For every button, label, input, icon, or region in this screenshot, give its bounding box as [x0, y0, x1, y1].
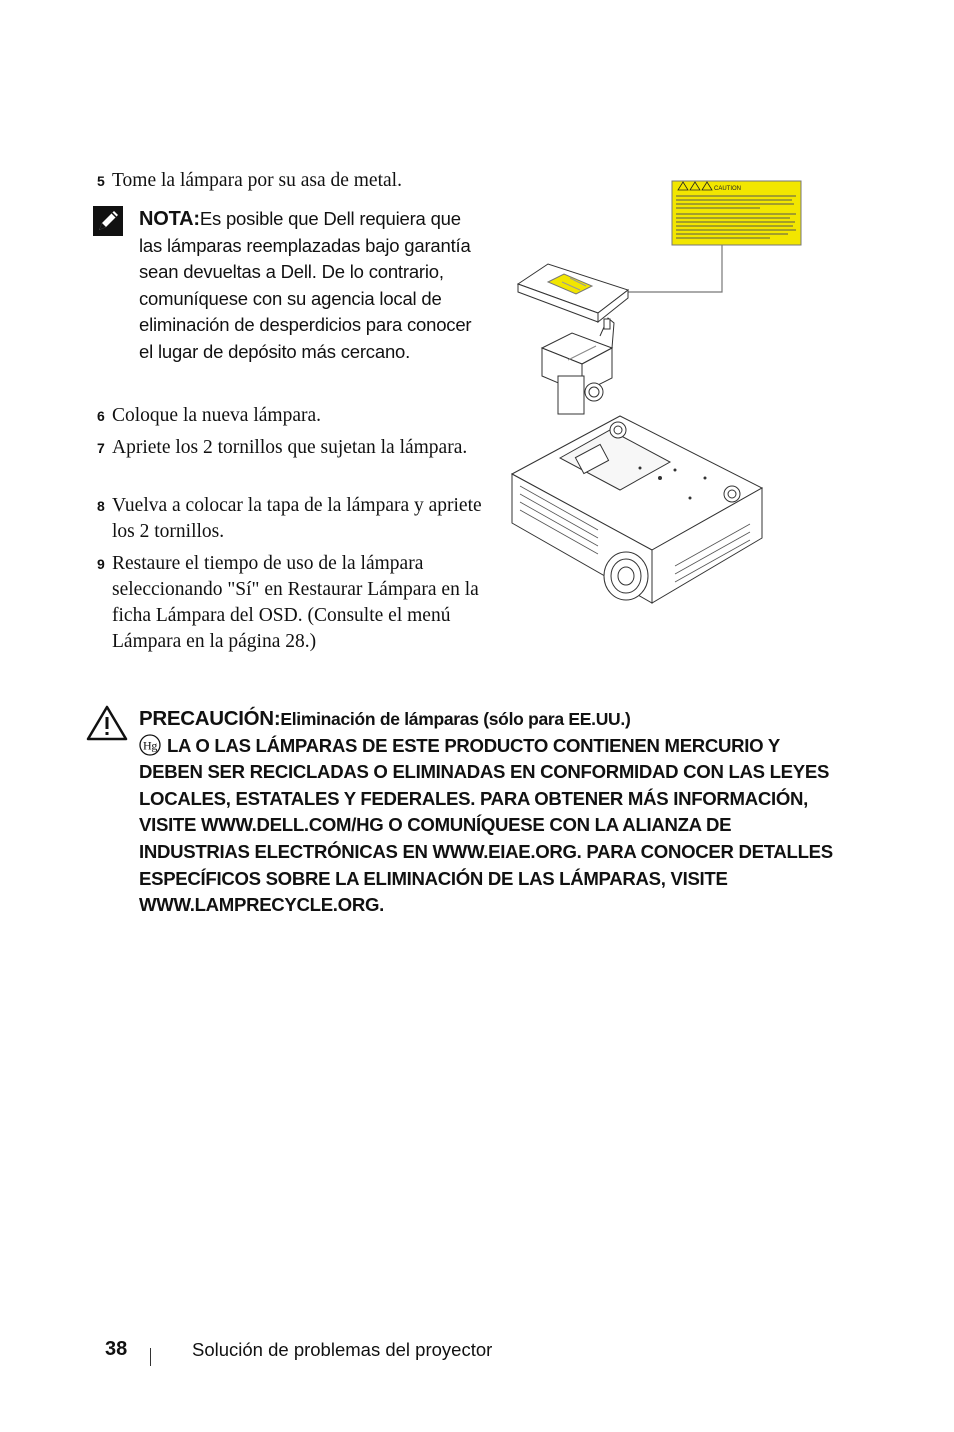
step-text: Apriete los 2 tornillos que sujetan la lámpara. [112, 437, 468, 458]
step-text: Coloque la nueva lámpara. [112, 405, 322, 426]
note-label: NOTA: [139, 208, 200, 230]
step-text: Restaure el tiempo de uso de la lámpara seleccionando "Sí" en Restaurar Lámpara en la ficha Lámpara del OSD. (Consulte el menú Lámpara en la página 28.) [112, 553, 479, 652]
step-number: 6 [97, 408, 105, 424]
caution-label-title: CAUTION [714, 186, 741, 192]
step-number: 5 [97, 173, 105, 189]
lamp-module [542, 318, 614, 414]
step-number: 7 [97, 440, 105, 456]
step-text: Vuelva a colocar la tapa de la lámpara y apriete los 2 tornillos. [112, 495, 482, 542]
step-7 [97, 435, 487, 461]
caution [139, 706, 839, 919]
note-text: Es posible que Dell requiera que las lámparas reemplazadas bajo garantía sean devueltas a Dell. De lo contrario, comuníquese con su agencia local de eliminación de desperdicios para conocer el lugar de depósito más cercano. [139, 208, 472, 362]
svg-text:Hg: Hg [142, 738, 158, 753]
step-6 [97, 403, 487, 429]
page-number: 38 [105, 1338, 128, 1360]
mercury-hg-icon [139, 734, 161, 756]
lamp-replacement-illustration [500, 178, 810, 618]
step-number: 8 [97, 498, 105, 514]
footer-divider [150, 1348, 151, 1366]
lamp-cover [518, 264, 628, 322]
caution-subtitle: Eliminación de lámparas (sólo para EE.UU.) [280, 709, 631, 729]
caution-text: LA O LAS LÁMPARAS DE ESTE PRODUCTO CONTIENEN MERCURIO Y DEBEN SER RECICLADAS O ELIMINADAS EN CONFORMIDAD CON LAS LEYES LOCALES, ESTATALES Y FEDERALES. PARA OBTENER MÁS INFORMACIÓN, VISITE WWW.DELL.COM/HG O COMUNÍQUESE CON LA ALIANZA DE INDUSTRIAS ELECTRÓNICAS EN WWW.EIAE.ORG. PARA CONOCER DETALLES ESPECÍFICOS SOBRE LA ELIMINACIÓN DE LAS LÁMPARAS, VISITE WWW.LAMPRECYCLE.ORG. [139, 734, 833, 916]
caution-label-callout [622, 181, 801, 292]
step-9 [97, 551, 487, 652]
step-number: 9 [97, 556, 105, 572]
note-pencil-icon [92, 205, 124, 237]
caution-triangle-icon [86, 705, 128, 741]
caution-label: PRECAUCIÓN: [139, 707, 281, 730]
step-5 [97, 168, 487, 194]
step-8 [97, 493, 487, 542]
step-text: Tome la lámpara por su asa de metal. [112, 170, 402, 191]
page-footer [0, 1338, 954, 1368]
projector-body [512, 416, 762, 603]
note [139, 206, 484, 366]
section-title: Solución de problemas del proyector [192, 1339, 493, 1360]
